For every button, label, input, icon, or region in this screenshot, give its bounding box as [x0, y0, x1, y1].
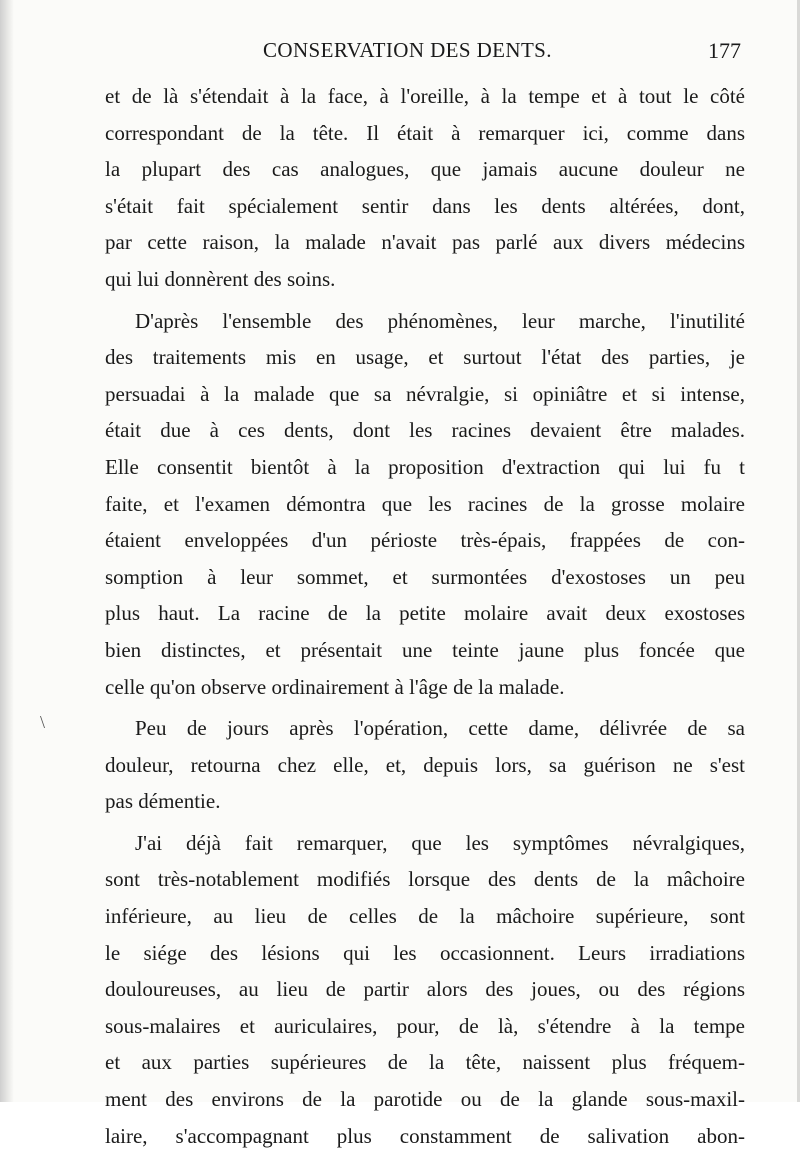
text-line: persuadai à la malade que sa névralgie, si opiniâtre et si intense,: [105, 381, 745, 406]
text-line: par cette raison, la malade n'avait pas parlé aux divers médecins: [105, 230, 745, 255]
text-line: plus haut. La racine de la petite molaire avait deux exostoses: [105, 601, 745, 626]
margin-mark: \: [40, 712, 46, 732]
text-line: s'était fait spécialement sentir dans les dents altérées, dont,: [105, 193, 745, 218]
text-line: somption à leur sommet, et surmontées d'exostoses un peu: [105, 564, 745, 589]
text-line: sous-malaires et auriculaires, pour, de là, s'étendre à la tempe: [105, 1013, 745, 1038]
paragraph: [105, 825, 745, 1154]
running-title: CONSERVATION DES DENTS.: [263, 38, 552, 62]
text-line: celle qu'on observe ordinairement à l'âge de la malade.: [105, 674, 565, 699]
body-text: [105, 78, 745, 1159]
text-line: D'après l'ensemble des phénomènes, leur marche, l'inutilité: [135, 308, 745, 333]
text-line: et de là s'étendait à la face, à l'oreille, à la tempe et à tout le côté: [105, 84, 745, 108]
text-line: faite, et l'examen démontra que les racines de la grosse molaire: [105, 491, 745, 516]
text-line: J'ai déjà fait remarquer, que les symptômes névralgiques,: [135, 830, 745, 855]
paragraph: [105, 78, 745, 298]
text-line: inférieure, au lieu de celles de la mâchoire supérieure, sont: [105, 904, 745, 929]
text-line: la plupart des cas analogues, que jamais aucune douleur ne: [105, 157, 745, 182]
text-line: douleur, retourna chez elle, et, depuis lors, sa guérison ne s'est: [105, 752, 745, 777]
paragraph: [105, 303, 745, 706]
text-line: pas démentie.: [105, 789, 221, 814]
text-line: laire, s'accompagnant plus constamment de salivation abon-: [105, 1123, 745, 1148]
text-line: qui lui donnèrent des soins.: [105, 266, 336, 291]
text-line: des traitements mis en usage, et surtout l'état des parties, je: [105, 345, 745, 370]
paragraph: [105, 710, 745, 820]
text-line: étaient enveloppées d'un périoste très-épais, frappées de con-: [105, 528, 745, 553]
text-line: et aux parties supérieures de la tête, naissent plus fréquem-: [105, 1050, 745, 1075]
text-line: correspondant de la tête. Il était à remarquer ici, comme dans: [105, 120, 745, 145]
binding-shadow: [0, 0, 14, 1102]
text-line: sont très-notablement modifiés lorsque des dents de la mâchoire: [105, 867, 745, 892]
page-number: 177: [708, 38, 741, 63]
text-line: Peu de jours après l'opération, cette dame, délivrée de sa: [135, 716, 745, 741]
text-line: douloureuses, au lieu de partir alors des joues, ou des régions: [105, 977, 745, 1002]
text-line: Elle consentit bientôt à la proposition d'extraction qui lui fu t: [105, 454, 745, 479]
text-line: était due à ces dents, dont les racines devaient être malades.: [105, 418, 745, 443]
text-line: le siége des lésions qui les occasionnent. Leurs irradiations: [105, 940, 745, 965]
text-line: bien distinctes, et présentait une teinte jaune plus foncée que: [105, 637, 745, 662]
running-head: [105, 38, 745, 68]
text-line: ment des environs de la parotide ou de la glande sous-maxil-: [105, 1087, 745, 1112]
